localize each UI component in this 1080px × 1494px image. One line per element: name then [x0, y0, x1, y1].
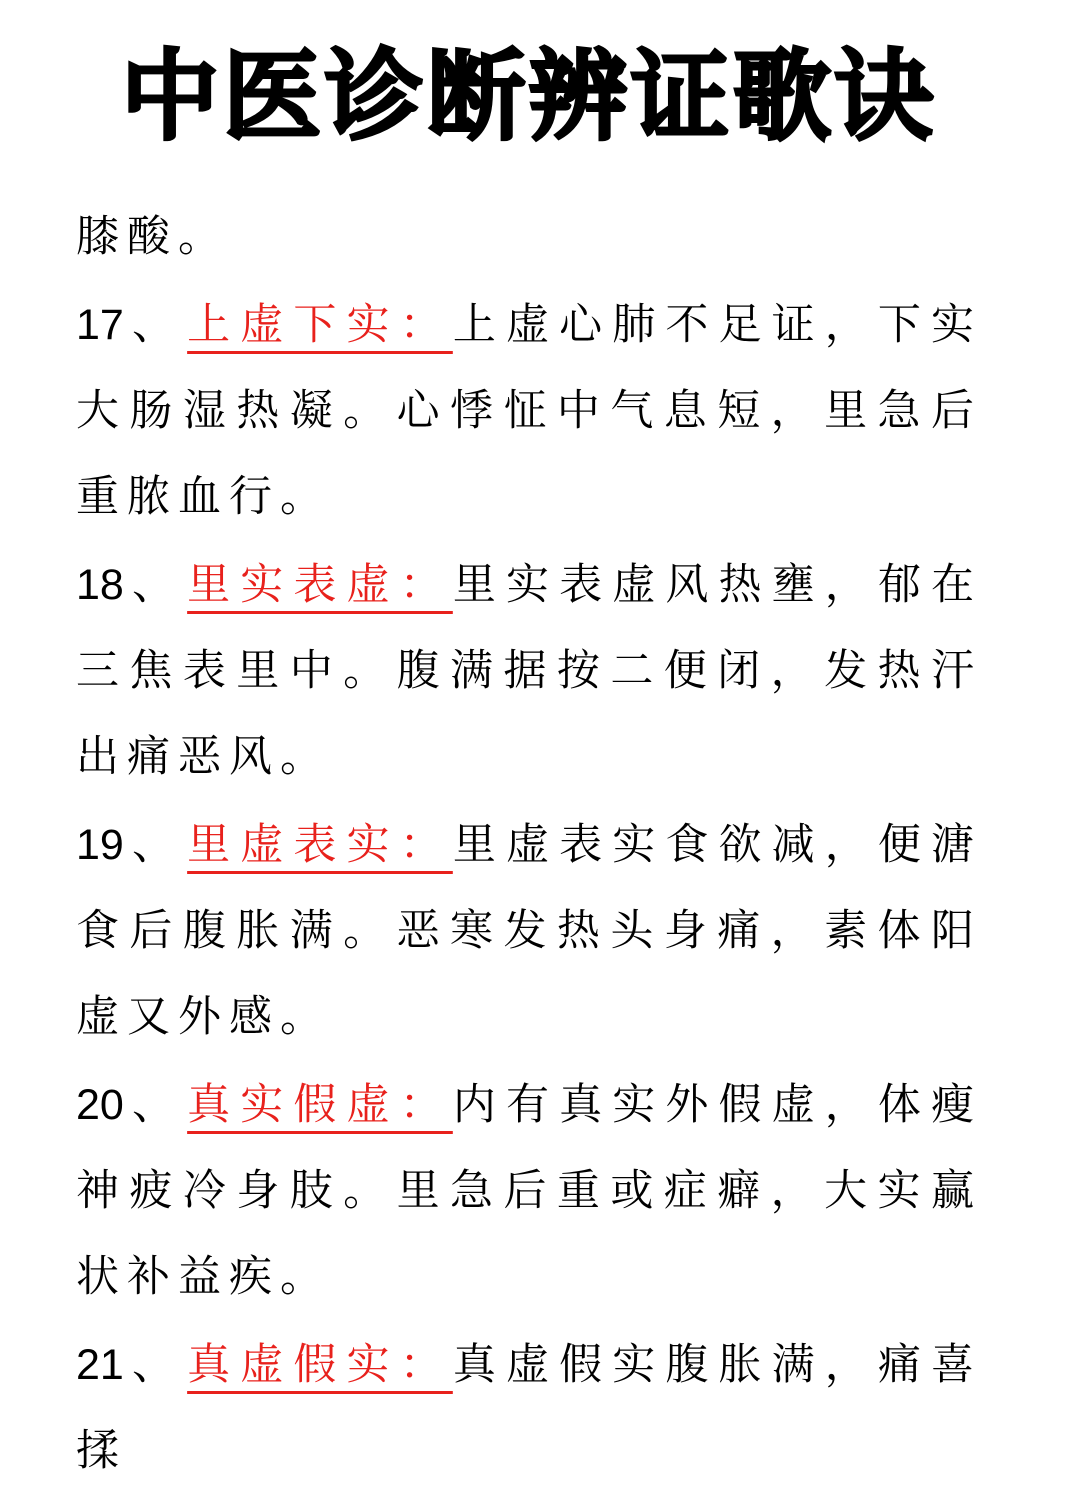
- entry-separator: 、: [129, 300, 186, 350]
- entry-17: [76, 282, 982, 540]
- entry-separator: 、: [129, 820, 186, 870]
- entry-18: [76, 542, 982, 800]
- entry-20: [76, 1062, 982, 1320]
- entry-number: 17: [76, 301, 124, 349]
- entry-separator: 、: [129, 560, 186, 610]
- entry-term: 上虚下实：: [187, 300, 453, 350]
- entry-term: 里虚表实：: [187, 820, 453, 870]
- entry-separator: 、: [129, 1080, 186, 1130]
- document-body: [76, 194, 982, 1494]
- page-title: 中医诊断辨证歌诀: [120, 40, 937, 154]
- entry-text: 上虚心肺不足证，下实大肠湿热凝。心悸怔中气息短，里急后重脓血行。: [76, 300, 983, 522]
- intro-fragment: 膝酸。: [76, 212, 229, 262]
- entry-term: 里实表虚：: [187, 560, 453, 610]
- entry-text: 里虚表实食欲减，便溏食后腹胀满。恶寒发热头身痛，素体阳虚又外感。: [76, 820, 983, 1042]
- entry-text: 内有真实外假虚，体瘦神疲冷身肢。里急后重或症癖，大实赢状补益疾。: [76, 1080, 983, 1302]
- entry-number: 18: [76, 561, 124, 609]
- entry-text: 真虚假实腹胀满，痛喜揉: [76, 1340, 983, 1476]
- entry-number: 19: [76, 821, 124, 869]
- entry-number: 21: [76, 1341, 124, 1389]
- entry-number: 20: [76, 1081, 124, 1129]
- entry-text: 里实表虚风热壅，郁在三焦表里中。腹满据按二便闭，发热汗出痛恶风。: [76, 560, 983, 782]
- entry-term: 真实假虚：: [187, 1080, 453, 1130]
- entry-19: [76, 802, 982, 1060]
- entry-separator: 、: [129, 1340, 186, 1390]
- entry-21: [76, 1322, 982, 1494]
- entry-term: 真虚假实：: [187, 1340, 453, 1390]
